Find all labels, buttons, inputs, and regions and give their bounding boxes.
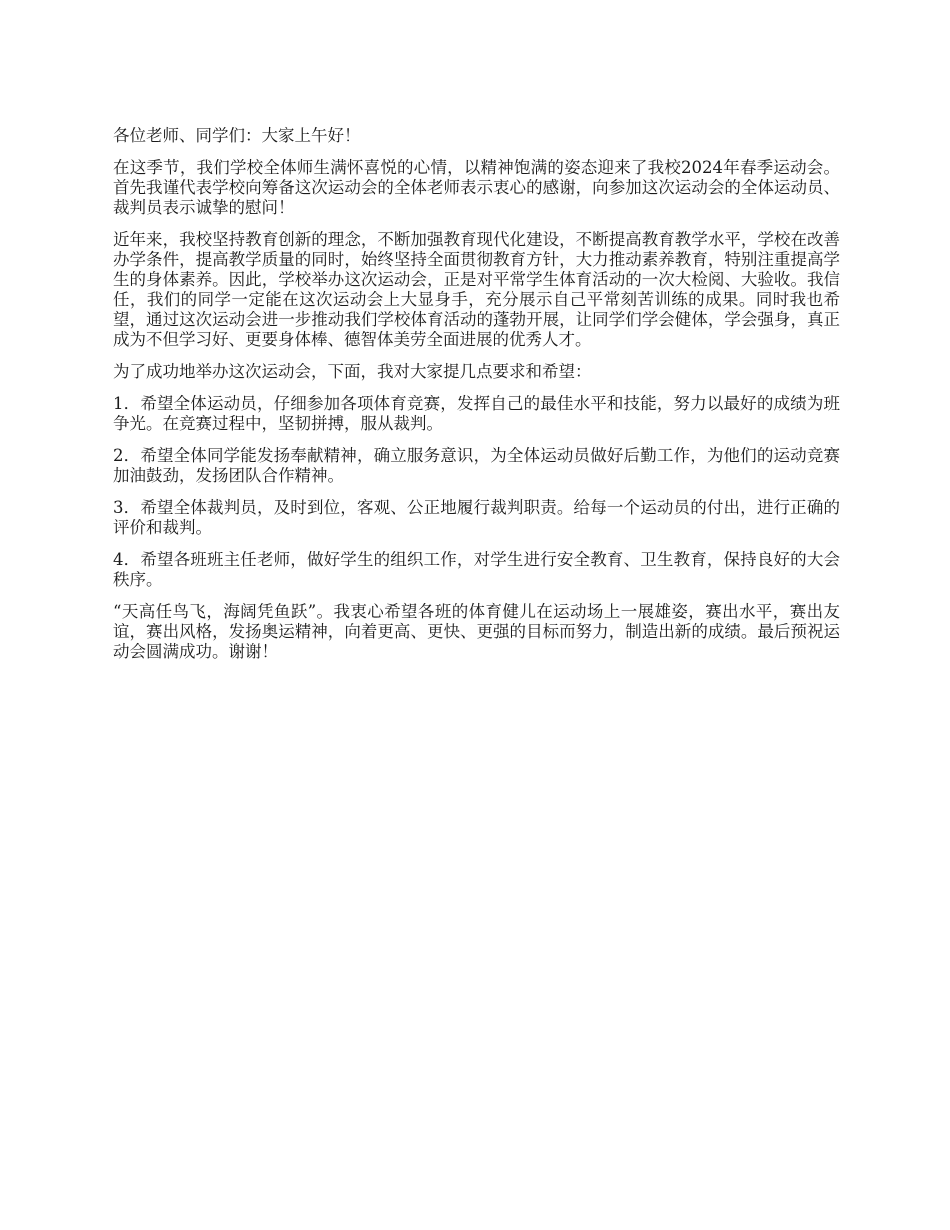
requirement-item-1: 1．希望全体运动员，仔细参加各项体育竞赛，发挥自己的最佳水平和技能，努力以最好的成绩为班争光。在竞赛过程中，坚韧拼搏，服从裁判。 <box>113 394 840 433</box>
paragraph-background: 近年来，我校坚持教育创新的理念，不断加强教育现代化建设，不断提高教育教学水平，学校在改善办学条件，提高教学质量的同时，始终坚持全面贯彻教育方针，大力推动素养教育，特别注重提高学生的身体素养。因此，学校举办这次运动会，正是对平常学生体育活动的一次大检阅、大验收。我信任，我们的同学一定能在这次运动会上大显身手，充分展示自己平常刻苦训练的成果。同时我也希望，通过这次运动会进一步推动我们学校体育活动的蓬勃开展，让同学们学会健体，学会强身，真正成为不但学习好、更要身体棒、德智体美劳全面进展的优秀人才。 <box>113 230 840 349</box>
document-body <box>113 126 840 674</box>
paragraph-closing: “天高任鸟飞，海阔凭鱼跃”。我衷心希望各班的体育健儿在运动场上一展雄姿，赛出水平，赛出友谊，赛出风格，发扬奥运精神，向着更高、更快、更强的目标而努力，制造出新的成绩。最后预祝运动会圆满成功。谢谢！ <box>113 602 840 661</box>
paragraph-requirements-intro: 为了成功地举办这次运动会，下面，我对大家提几点要求和希望： <box>113 362 592 381</box>
requirement-item-2: 2．希望全体同学能发扬奉献精神，确立服务意识，为全体运动员做好后勤工作，为他们的运动竞赛加油鼓劲，发扬团队合作精神。 <box>113 446 840 485</box>
requirement-item-4: 4．希望各班班主任老师，做好学生的组织工作，对学生进行安全教育、卫生教育，保持良好的大会秩序。 <box>113 550 840 589</box>
greeting-line: 各位老师、同学们：大家上午好！ <box>113 126 361 145</box>
requirement-item-3: 3．希望全体裁判员，及时到位，客观、公正地履行裁判职责。给每一个运动员的付出，进行正确的评价和裁判。 <box>113 498 840 537</box>
paragraph-opening: 在这季节，我们学校全体师生满怀喜悦的心情，以精神饱满的姿态迎来了我校2024年春季运动会。首先我谨代表学校向筹备这次运动会的全体老师表示衷心的感谢，向参加这次运动会的全体运动员、裁判员表示诚挚的慰问！ <box>113 158 840 217</box>
